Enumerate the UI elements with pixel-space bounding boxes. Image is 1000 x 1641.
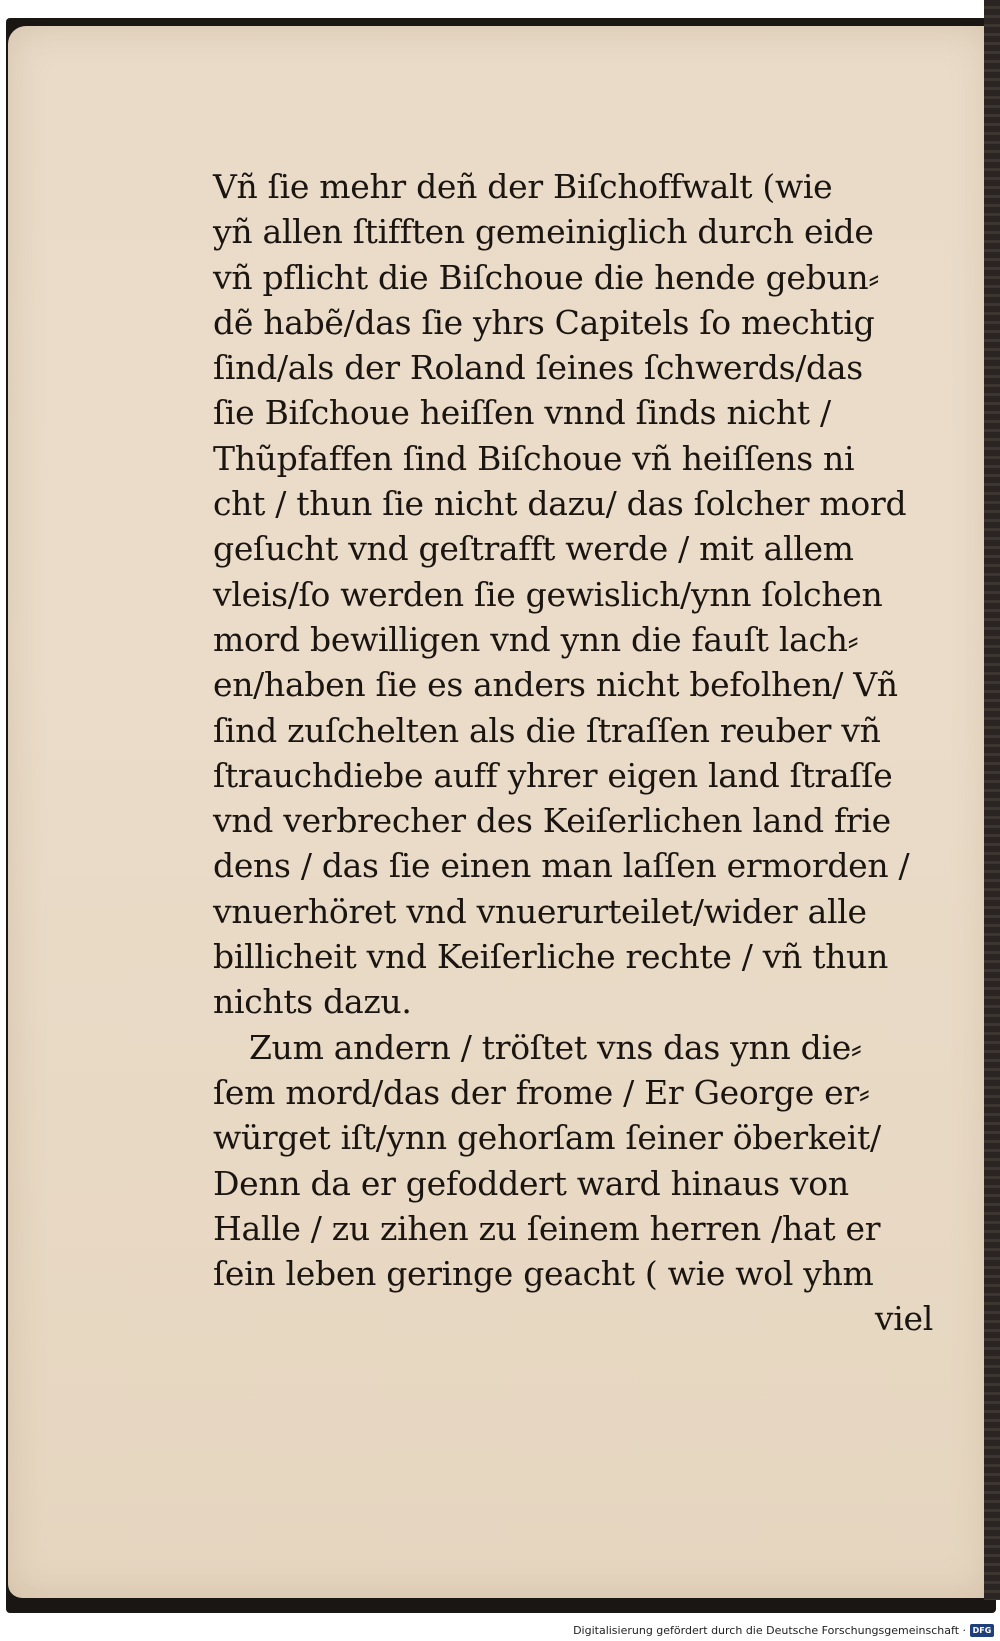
text-line: dens / das ſie einen man laſſen ermorden / xyxy=(213,846,910,886)
footer-bar xyxy=(0,1617,1000,1641)
text-line: ſie Biſchoue heiſſen vnnd ſinds nicht / xyxy=(213,393,831,433)
text-line: Denn da er gefoddert ward hinaus von xyxy=(213,1163,849,1203)
text-line: mord bewilligen vnd ynn die fauſt lach⸗ xyxy=(213,619,859,659)
page-text xyxy=(213,164,933,1342)
text-line: Halle / zu zihen zu ſeinem herren /hat er xyxy=(213,1208,881,1248)
funding-note: Digitalisierung gefördert durch die Deutsche Forschungsgemeinschaft · xyxy=(573,1624,966,1637)
text-line: en/haben ſie es anders nicht befolhen/ Vñ xyxy=(213,665,898,705)
text-line: Thũpfaffen ſind Biſchoue vñ heiſſens ni xyxy=(213,438,855,478)
catchword: viel xyxy=(874,1299,933,1339)
text-line: ſem mord/das der frome / Er George er⸗ xyxy=(213,1072,870,1112)
text-line: yñ allen ſtifften gemeiniglich durch eide xyxy=(213,212,874,252)
text-line: nichts dazu. xyxy=(213,982,412,1022)
text-line: cht / thun ſie nicht dazu/ das ſolcher mord xyxy=(213,484,907,524)
text-line: würget iſt/ynn gehorſam ſeiner öberkeit/ xyxy=(213,1118,881,1158)
text-line: ſein leben geringe geacht ( wie wol yhm xyxy=(213,1254,874,1294)
text-line: geſucht vnd geſtrafft werde / mit allem xyxy=(213,529,854,569)
text-line: vnuerhöret vnd vnuerurteilet/wider alle xyxy=(213,891,867,931)
text-line: vñ pflicht die Biſchoue die hende gebun⸗ xyxy=(213,257,880,297)
text-line: Zum andern / tröſtet vns das ynn die⸗ xyxy=(249,1027,862,1067)
text-line: dẽ habẽ/das ſie yhrs Capitels ſo mechtig xyxy=(213,302,875,342)
text-line: ſtrauchdiebe auff yhrer eigen land ſtraſſe xyxy=(213,755,893,795)
dfg-logo-icon: DFG xyxy=(970,1624,994,1637)
book-page xyxy=(8,26,990,1598)
text-line: vnd verbrecher des Keiſerlichen land frie xyxy=(213,801,891,841)
text-line: billicheit vnd Keiſerliche rechte / vñ thun xyxy=(213,937,889,977)
text-line: ſind/als der Roland ſeines ſchwerds/das xyxy=(213,348,863,388)
text-line: vleis/ſo werden ſie gewislich/ynn ſolchen xyxy=(213,574,883,614)
text-line: ſind zuſchelten als die ſtraſſen reuber vñ xyxy=(213,710,881,750)
text-line: Vñ ſie mehr deñ der Biſchoffwalt (wie xyxy=(213,167,833,206)
binding-edge xyxy=(984,0,1000,1600)
